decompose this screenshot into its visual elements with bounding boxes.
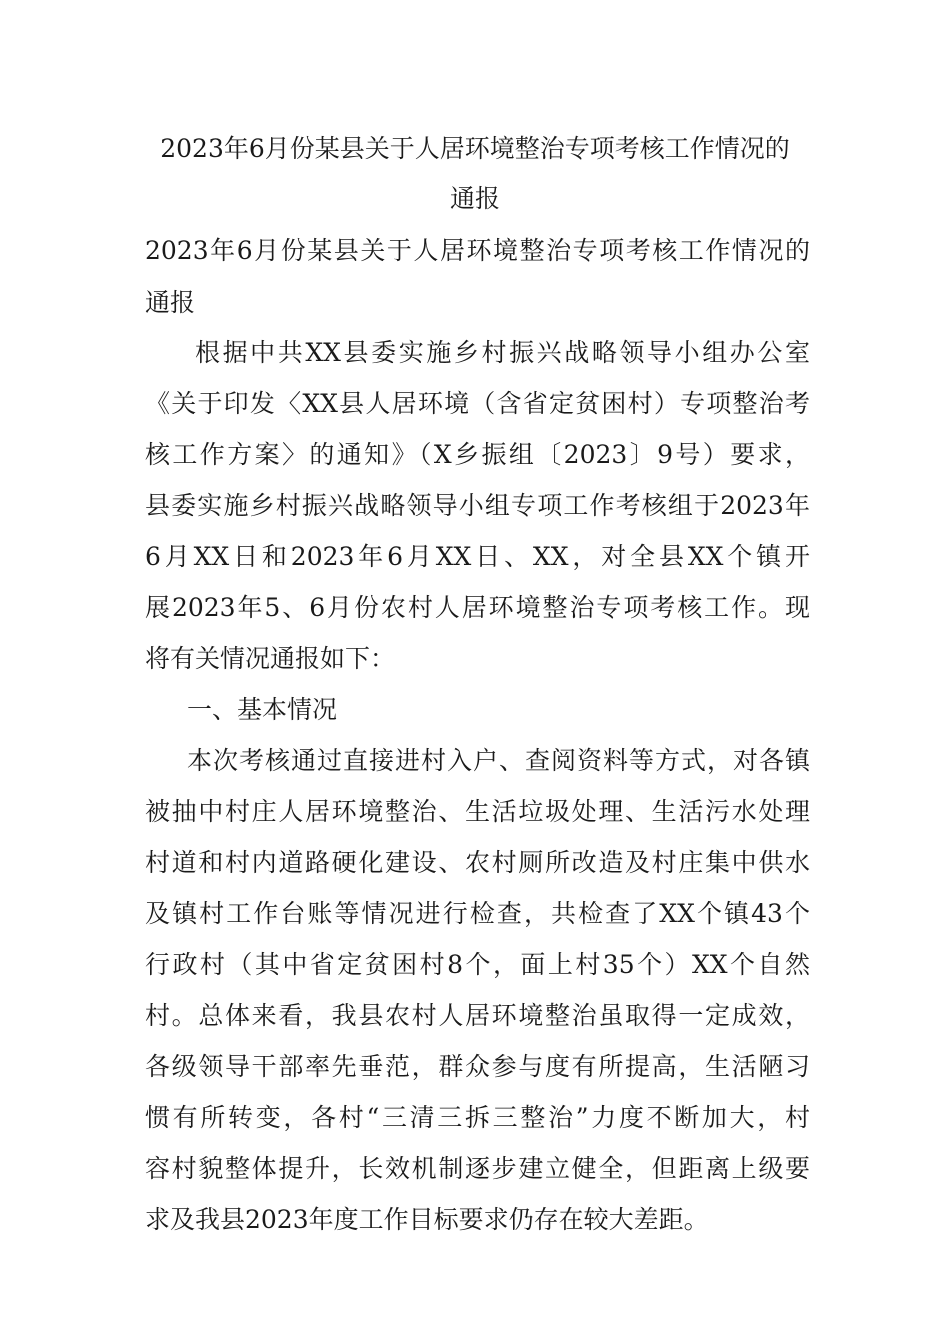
- document-title-line-2: 通报: [449, 184, 500, 213]
- paragraph-2-line: 及镇村工作台账等情况进行检查，共检查了XX个镇43个: [145, 899, 810, 928]
- paragraph-2-line: 惯有所转变，各村“三清三拆三整治”力度不断加大，村: [145, 1103, 810, 1132]
- paragraph-1-line: 将有关情况通报如下：: [145, 644, 396, 673]
- paragraph-2-line: 村道和村内道路硬化建设、农村厕所改造及村庄集中供水: [145, 848, 810, 877]
- paragraph-1-line: 根据中共XX县委实施乡村振兴战略领导小组办公室: [195, 338, 810, 367]
- paragraph-2-line: 各级领导干部率先垂范，群众参与度有所提高，生活陋习: [145, 1052, 810, 1081]
- paragraph-1-line: 县委实施乡村振兴战略领导小组专项工作考核组于2023年: [145, 491, 810, 520]
- paragraph-2-line: 被抽中村庄人居环境整治、生活垃圾处理、生活污水处理: [145, 797, 810, 826]
- document-title-line-1: 2023年6月份某县关于人居环境整治专项考核工作情况的: [160, 134, 790, 163]
- paragraph-1-line: 《关于印发〈XX县人居环境（含省定贫困村）专项整治考: [145, 389, 810, 418]
- paragraph-2-line: 行政村（其中省定贫困村8个，面上村35个）XX个自然: [145, 950, 810, 979]
- paragraph-2-line: 本次考核通过直接进村入户、查阅资料等方式，对各镇: [187, 746, 810, 775]
- paragraph-1-line: 展2023年5、6月份农村人居环境整治专项考核工作。现: [145, 593, 810, 622]
- title-repeat-line-1: 2023年6月份某县关于人居环境整治专项考核工作情况的: [145, 236, 810, 265]
- paragraph-1-line: 6月XX日和2023年6月XX日、XX，对全县XX个镇开: [145, 542, 810, 571]
- paragraph-2-line: 求及我县2023年度工作目标要求仍存在较大差距。: [145, 1205, 709, 1234]
- paragraph-2-line: 容村貌整体提升，长效机制逐步建立健全，但距离上级要: [145, 1154, 810, 1183]
- title-repeat-line-2: 通报: [145, 288, 196, 317]
- paragraph-1-line: 核工作方案〉的通知》（X乡振组〔2023〕9号）要求，: [145, 440, 810, 469]
- section-heading: 一、基本情况: [187, 695, 338, 724]
- paragraph-2-line: 村。总体来看，我县农村人居环境整治虽取得一定成效，: [145, 1001, 810, 1030]
